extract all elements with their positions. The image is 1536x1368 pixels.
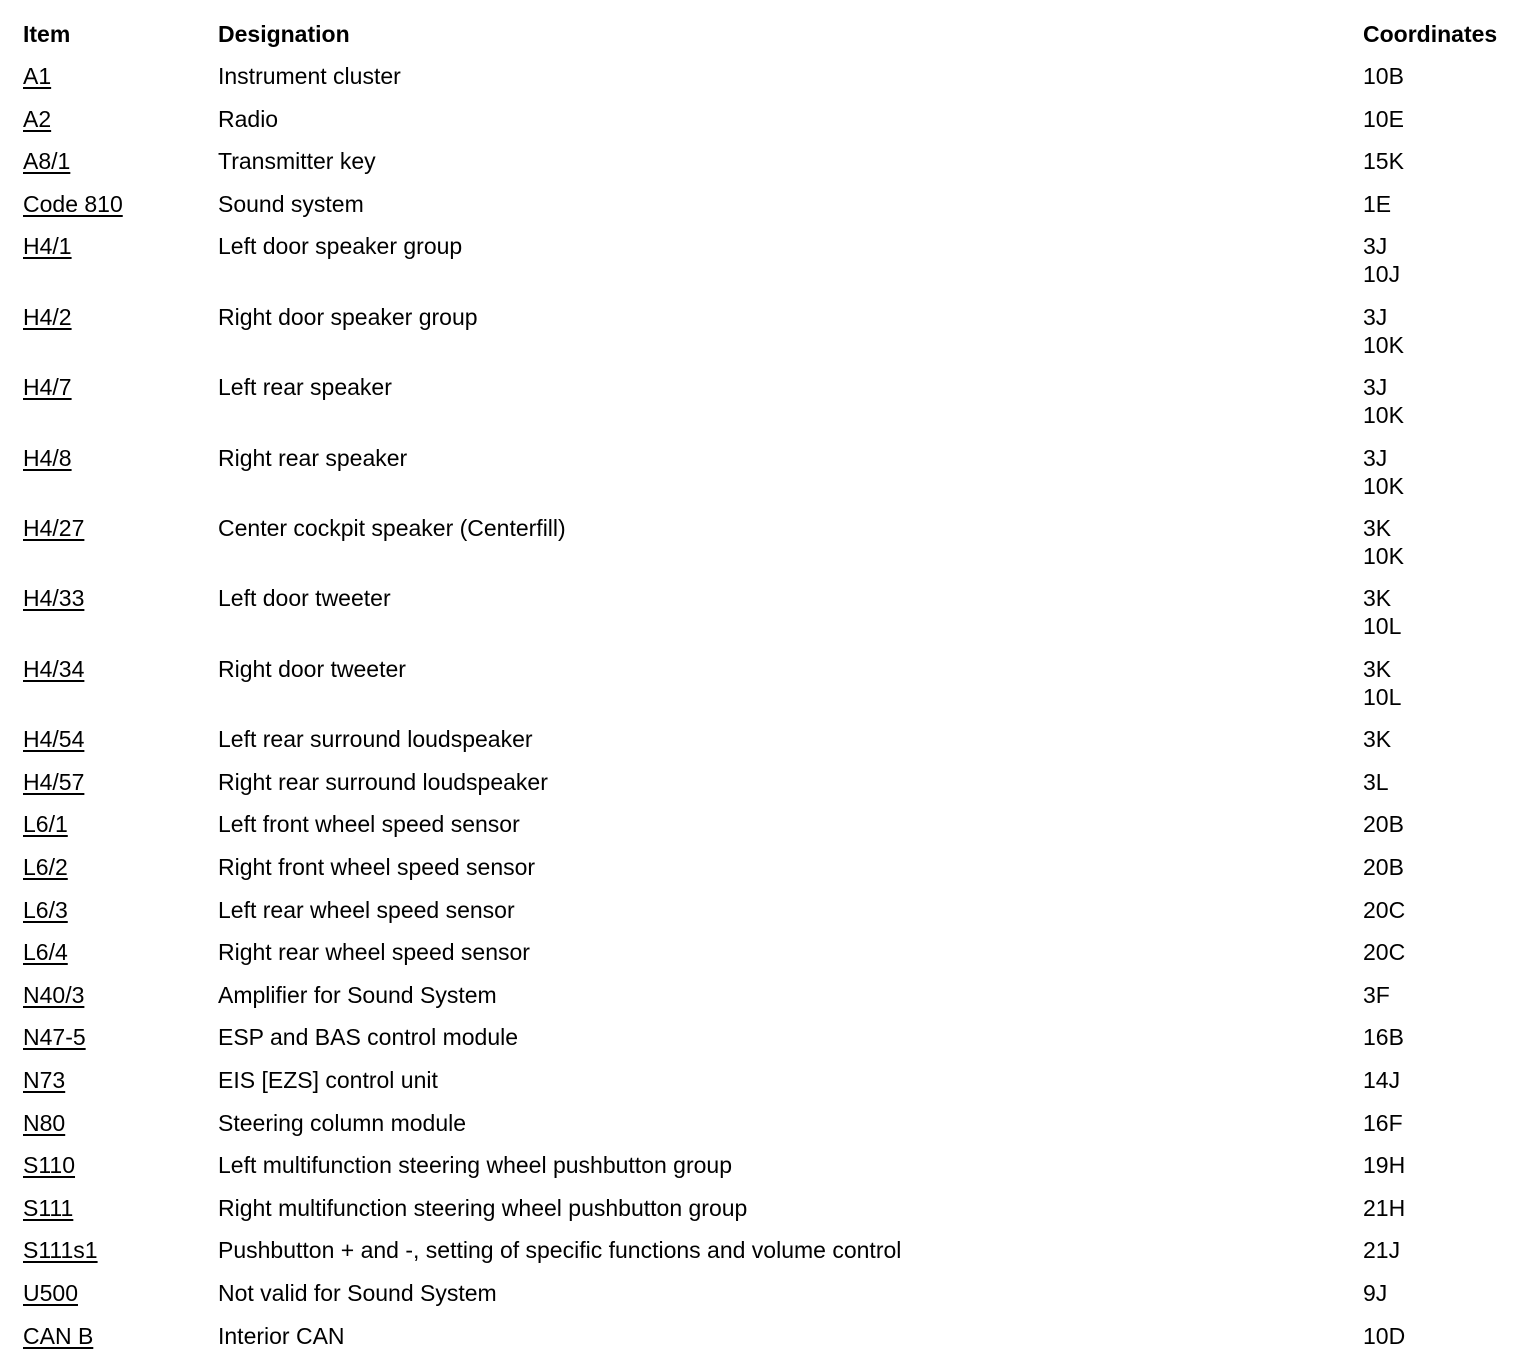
item-link[interactable]: H4/8 [23,445,72,471]
coordinates-cell [1363,232,1400,288]
coordinate-value: 10L [1363,613,1402,639]
coordinate-value: 3K [1363,585,1392,611]
item-link[interactable]: H4/2 [23,304,72,330]
coordinates-cell [1363,62,1404,90]
item-link[interactable]: N47-5 [23,1024,86,1050]
item-link[interactable]: A8/1 [23,148,71,174]
coordinates-cell [1363,1279,1387,1307]
item-link[interactable]: H4/54 [23,726,85,752]
coordinate-value: 15K [1363,148,1404,174]
item-link[interactable]: L6/3 [23,897,68,923]
coordinate-value: 21J [1363,1237,1401,1263]
coordinates-cell [1363,853,1404,881]
coordinates-cell [1363,810,1404,838]
item-link[interactable]: L6/4 [23,939,68,965]
coordinate-value: 10K [1363,332,1404,358]
item-link[interactable]: H4/57 [23,769,85,795]
item-link[interactable]: A2 [23,106,52,132]
designation-text: ESP and BAS control module [218,1024,519,1050]
item-link[interactable]: H4/27 [23,515,85,541]
coordinate-value: 10L [1363,684,1402,710]
designation-text: Radio [218,106,279,132]
designation-text: Left door tweeter [218,585,391,611]
coordinates-cell [1363,896,1405,924]
item-link[interactable]: H4/1 [23,233,72,259]
designation-text: Right rear wheel speed sensor [218,939,530,965]
coordinate-value: 14J [1363,1067,1401,1093]
coordinate-value: 16F [1363,1110,1403,1136]
designation-text: Left door speaker group [218,233,463,259]
coordinate-value: 3K [1363,656,1392,682]
coordinate-value: 3F [1363,982,1390,1008]
coordinate-value: 3K [1363,515,1392,541]
item-link[interactable]: Code 810 [23,191,123,217]
table-header [0,20,1536,62]
item-link[interactable]: S111s1 [23,1237,98,1263]
coordinate-value: 10B [1363,63,1404,89]
designation-text: Left rear wheel speed sensor [218,897,515,923]
item-link[interactable]: H4/7 [23,374,72,400]
designation-text: Right rear speaker [218,445,408,471]
coordinate-value: 20C [1363,897,1406,923]
item-link[interactable]: N73 [23,1067,66,1093]
coordinate-value: 3J [1363,233,1388,259]
designation-text: Right door tweeter [218,656,406,682]
coordinate-value: 3J [1363,304,1388,330]
designation-text: Not valid for Sound System [218,1280,497,1306]
designation-text: Right rear surround loudspeaker [218,769,548,795]
coordinates-cell [1363,1194,1405,1222]
item-link[interactable]: CAN B [23,1323,94,1349]
designation-text: Right door speaker group [218,304,478,330]
coordinate-value: 10E [1363,106,1404,132]
coordinate-value: 1E [1363,191,1392,217]
coordinates-cell [1363,1236,1400,1264]
designation-text: EIS [EZS] control unit [218,1067,438,1093]
coordinates-cell [1363,768,1389,796]
coordinates-cell [1363,1066,1400,1094]
coordinates-cell [1363,105,1404,133]
coordinates-cell [1363,1109,1403,1137]
item-link[interactable]: A1 [23,63,52,89]
item-link[interactable]: L6/1 [23,811,68,837]
coordinate-value: 16B [1363,1024,1404,1050]
coordinates-cell [1363,303,1404,359]
designation-text: Left rear speaker [218,374,392,400]
coordinates-cell [1363,373,1404,429]
item-link[interactable]: H4/33 [23,585,85,611]
item-link[interactable]: H4/34 [23,656,85,682]
item-link[interactable]: N40/3 [23,982,85,1008]
coordinate-value: 10K [1363,473,1404,499]
designation-text: Right front wheel speed sensor [218,854,536,880]
designation-text: Steering column module [218,1110,467,1136]
coordinate-value: 10K [1363,402,1404,428]
coordinate-value: 3K [1363,726,1392,752]
designation-text: Left rear surround loudspeaker [218,726,533,752]
item-link[interactable]: N80 [23,1110,66,1136]
coordinates-cell [1363,938,1405,966]
coordinates-cell [1363,1322,1405,1350]
designation-text: Pushbutton + and -, setting of specific functions and volume control [218,1237,902,1263]
coordinates-cell [1363,444,1404,500]
item-link[interactable]: U500 [23,1280,78,1306]
item-link[interactable]: S111 [23,1195,74,1221]
coordinates-cell [1363,725,1391,753]
designation-text: Left front wheel speed sensor [218,811,520,837]
designation-text: Center cockpit speaker (Centerfill) [218,515,566,541]
coordinates-cell [1363,147,1404,175]
coordinate-value: 21H [1363,1195,1406,1221]
coordinates-cell [1363,981,1390,1009]
coordinates-cell [1363,190,1391,218]
column-header-designation: Designation [218,21,350,47]
coordinate-value: 10D [1363,1323,1406,1349]
designation-text: Sound system [218,191,364,217]
coordinate-value: 20B [1363,854,1404,880]
coordinates-cell [1363,1023,1404,1051]
designation-text: Amplifier for Sound System [218,982,497,1008]
coordinate-value: 3J [1363,374,1388,400]
item-link[interactable]: L6/2 [23,854,68,880]
column-header-coordinates: Coordinates [1363,21,1498,47]
column-header-item: Item [23,21,71,47]
designation-text: Right multifunction steering wheel pushbutton group [218,1195,748,1221]
designation-text: Instrument cluster [218,63,401,89]
coordinate-value: 3L [1363,769,1389,795]
coordinate-value: 10J [1363,261,1401,287]
coordinate-value: 20B [1363,811,1404,837]
designation-text: Interior CAN [218,1323,345,1349]
item-link[interactable]: S110 [23,1152,76,1178]
coordinates-cell [1363,655,1401,711]
designation-text: Transmitter key [218,148,376,174]
designation-text: Left multifunction steering wheel pushbutton group [218,1152,732,1178]
coordinate-value: 20C [1363,939,1406,965]
coordinates-cell [1363,584,1401,640]
coordinate-value: 9J [1363,1280,1388,1306]
coordinate-value: 19H [1363,1152,1406,1178]
coordinate-value: 10K [1363,543,1404,569]
coordinates-cell [1363,514,1404,570]
coordinate-value: 3J [1363,445,1388,471]
coordinates-cell [1363,1151,1405,1179]
